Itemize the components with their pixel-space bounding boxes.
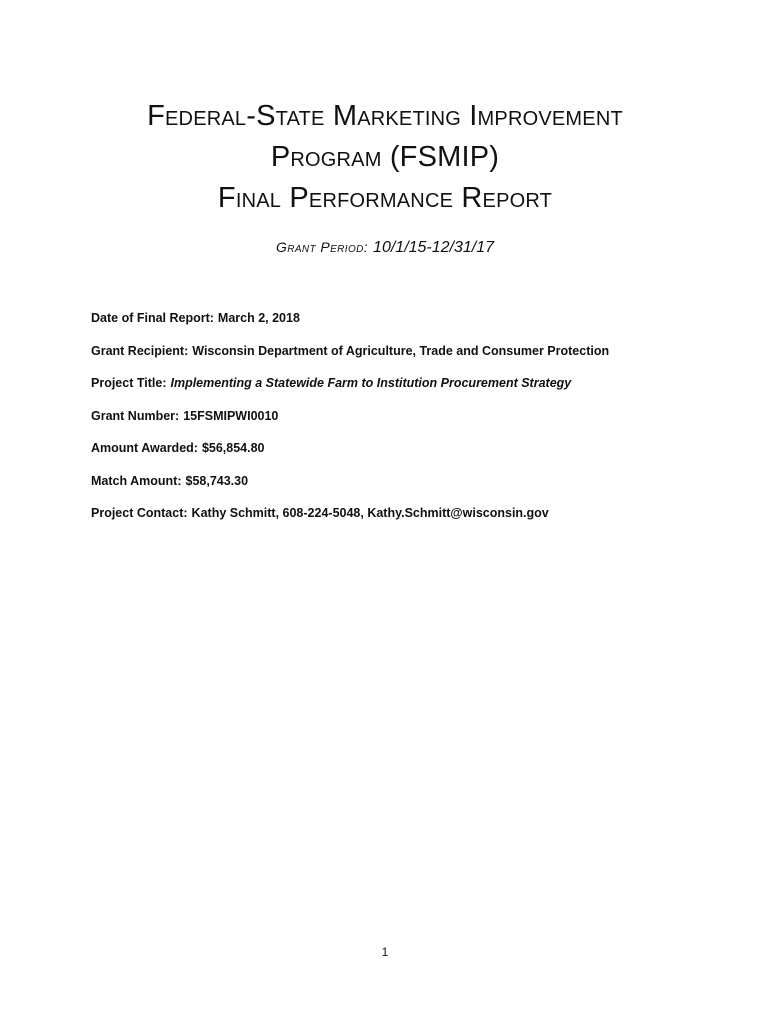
grant-period-value: 10/1/15-12/31/17 bbox=[373, 239, 495, 256]
title-line-2: Program (FSMIP) bbox=[270, 141, 500, 173]
field-label: Grant Recipient: bbox=[91, 343, 189, 358]
field-value: $58,743.30 bbox=[185, 473, 249, 488]
field-value: Kathy Schmitt, 608-224-5048, Kathy.Schmitt@wisconsin.gov bbox=[191, 506, 549, 520]
field-amount-awarded bbox=[91, 440, 731, 457]
field-grant-number bbox=[91, 408, 731, 425]
field-label: Amount Awarded: bbox=[91, 441, 198, 455]
field-label: Project Title: bbox=[91, 376, 167, 390]
field-value: Wisconsin Department of Agriculture, Trade and Consumer Protection bbox=[192, 343, 610, 358]
field-date-of-final-report bbox=[91, 310, 731, 327]
field-label: Grant Number: bbox=[91, 408, 180, 423]
field-label: Date of Final Report: bbox=[91, 311, 214, 325]
field-label: Project Contact: bbox=[91, 506, 188, 520]
field-value: 15FSMIPWI0010 bbox=[183, 408, 279, 423]
field-match-amount bbox=[91, 473, 731, 490]
field-label: Match Amount: bbox=[91, 473, 182, 488]
field-grant-recipient bbox=[91, 343, 731, 360]
page-number: 1 bbox=[381, 945, 389, 959]
report-title bbox=[0, 96, 770, 219]
field-project-title bbox=[91, 375, 731, 392]
title-line-1: Federal-State Marketing Improvement bbox=[147, 100, 623, 132]
field-value: $56,854.80 bbox=[201, 441, 265, 455]
report-fields bbox=[91, 310, 731, 538]
field-value: Implementing a Statewide Farm to Institution Procurement Strategy bbox=[170, 376, 572, 390]
grant-period bbox=[0, 236, 770, 259]
field-value: March 2, 2018 bbox=[217, 311, 300, 325]
title-line-3: Final Performance Report bbox=[217, 182, 553, 214]
field-project-contact bbox=[91, 505, 731, 522]
grant-period-label: Grant Period: bbox=[275, 239, 369, 255]
